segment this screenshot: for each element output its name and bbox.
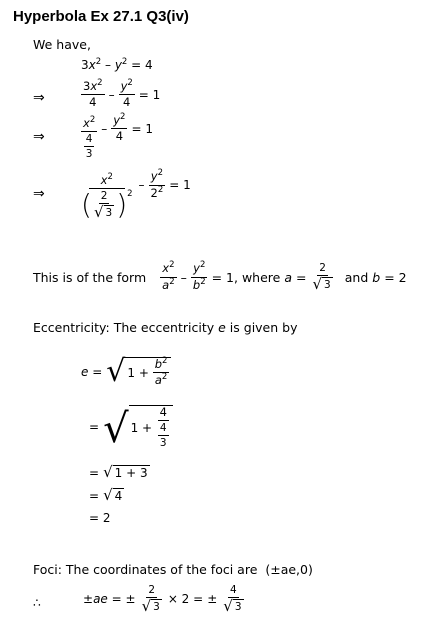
eccentricity-formula: e = √ 1 + $\frac{b^2}{a^2}$: [81, 357, 171, 387]
therefore-symbol: ∴: [33, 595, 41, 610]
foci-calculation: ±ae = ± 2 √ 3 × 2 = ± 4 √ 3: [83, 584, 242, 616]
eccentricity-statement: Eccentricity: The eccentricity e is given by: [33, 320, 298, 335]
equation-line-3: $\frac{x^2}{\frac{4}{3}}$ – $\frac{y^2}{4}$ = 1: [83, 112, 153, 161]
implies-arrow: ⇒: [33, 90, 45, 106]
equation-line-1: $3x^2 - y^2 = 4$: [81, 57, 153, 72]
foci-statement: Foci: The coordinates of the foci are (±ae,0): [33, 562, 313, 577]
form-statement: This is of the form $\frac{x^2}{a^2}$ – $\frac{y^2}{b^2}$ = 1, where a = 2 √ 3 and b = 2: [33, 260, 407, 294]
implies-arrow: ⇒: [33, 129, 45, 145]
eccentricity-step-2: = √ 1 + 3: [89, 463, 148, 481]
equation-line-2: $\frac{3x^2}{4}$ – $\frac{y^2}{4}$ = 1: [83, 78, 161, 110]
eccentricity-step-3: = √ 4: [89, 486, 123, 504]
equation-line-4: $x^2$ ( 2 √ 3 ) 2 – $\frac{y^2}{2^2}$ = 1: [81, 168, 191, 222]
page-title: Hyperbola Ex 27.1 Q3(iv): [13, 8, 189, 25]
eq1-rhs: = 4: [131, 58, 153, 72]
implies-arrow: ⇒: [33, 186, 45, 202]
eccentricity-step-1: = √ 1 + $\frac{4}{\frac{4}{3}}$: [89, 405, 173, 449]
intro-text: We have,: [33, 37, 91, 52]
eccentricity-result: = 2: [89, 511, 111, 525]
